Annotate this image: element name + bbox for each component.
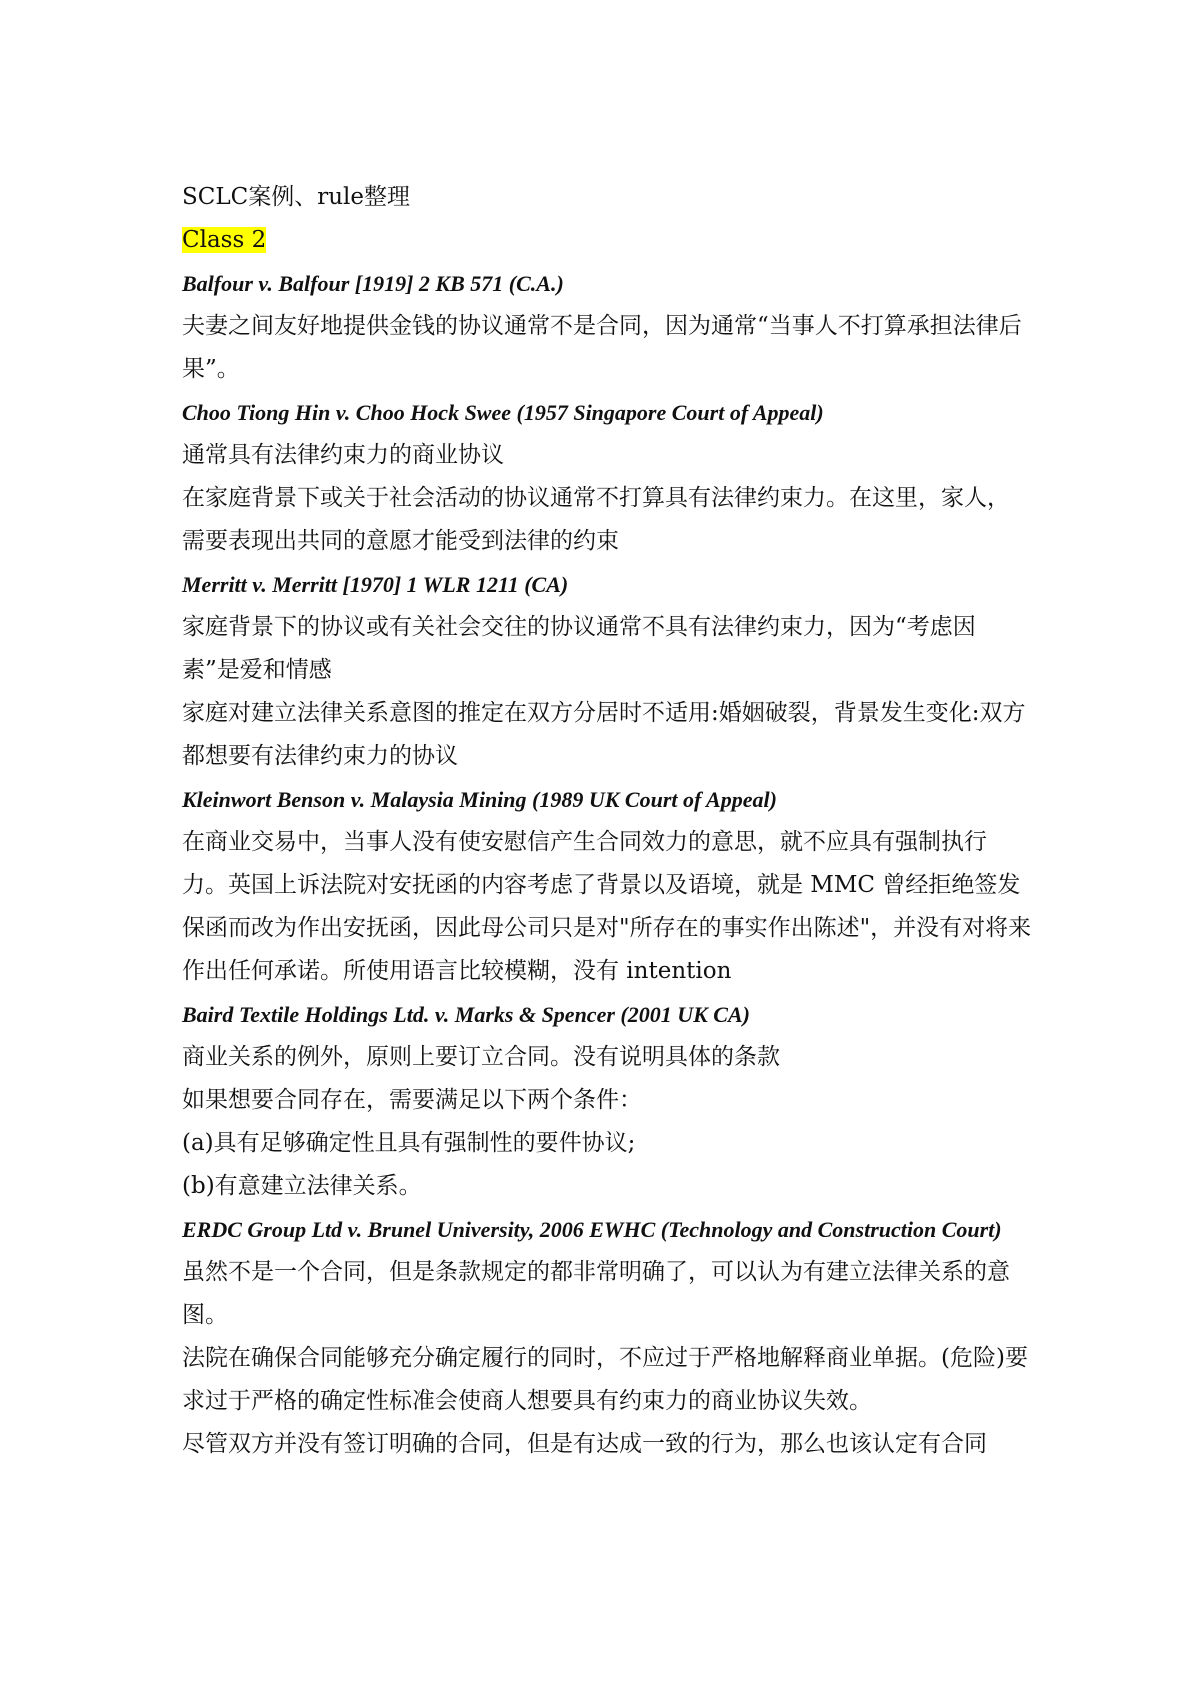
paragraph: 在商业交易中，当事人没有使安慰信产生合同效力的意思，就不应具有强制执行力。英国上诉法院对安抚函的内容考虑了背景以及语境，就是 MMC 曾经拒绝签发保函而改为作出安抚函，因此母公司只是对"所存在的事实作出陈述"，并没有对将来作出任何承诺。所使用语言比较模糊，没有 intention [182, 829, 1032, 984]
paragraph: 商业关系的例外，原则上要订立合同。没有说明具体的条款 [182, 1044, 780, 1070]
paragraph: 家庭背景下的协议或有关社会交往的协议通常不具有法律约束力，因为“考虑因素”是爱和情感 [182, 614, 976, 683]
paragraph: 家庭对建立法律关系意图的推定在双方分居时不适用:婚姻破裂，背景发生变化:双方都想要有法律约束力的协议 [182, 700, 1026, 769]
list-item-a: (a)具有足够确定性且具有强制性的要件协议; [182, 1130, 636, 1156]
class-label-highlight: Class 2 [182, 227, 267, 253]
case-heading-baird: Baird Textile Holdings Ltd. v. Marks & Spencer (2001 UK CA) [182, 1002, 750, 1027]
paragraph: 如果想要合同存在，需要满足以下两个条件： [182, 1087, 642, 1113]
paragraph: 通常具有法律约束力的商业协议 [182, 442, 504, 468]
case-heading-erdc: ERDC Group Ltd v. Brunel University, 2006 EWHC (Technology and Construction Court) [182, 1217, 1002, 1242]
list-item-b: (b)有意建立法律关系。 [182, 1173, 422, 1199]
case-heading-choo: Choo Tiong Hin v. Choo Hock Swee (1957 Singapore Court of Appeal) [182, 400, 824, 425]
paragraph: 法院在确保合同能够充分确定履行的同时，不应过于严格地解释商业单据。(危险)要求过于严格的确定性标准会使商人想要具有约束力的商业协议失效。 [182, 1345, 1028, 1414]
paragraph: 夫妻之间友好地提供金钱的协议通常不是合同，因为通常“当事人不打算承担法律后果”。 [182, 313, 1022, 382]
paragraph: 虽然不是一个合同，但是条款规定的都非常明确了，可以认为有建立法律关系的意图。 [182, 1259, 1010, 1328]
class-heading [182, 219, 1032, 262]
paragraph: 在家庭背景下或关于社会活动的协议通常不打算具有法律约束力。在这里，家人，需要表现出共同的意愿才能受到法律的约束 [182, 485, 1010, 554]
document-body [182, 176, 1032, 1466]
case-heading-balfour: Balfour v. Balfour [1919] 2 KB 571 (C.A.) [182, 271, 564, 296]
case-heading-kleinwort: Kleinwort Benson v. Malaysia Mining (1989 UK Court of Appeal) [182, 787, 777, 812]
document-title: SCLC案例、rule整理 [182, 184, 411, 210]
paragraph: 尽管双方并没有签订明确的合同，但是有达成一致的行为，那么也该认定有合同 [182, 1431, 987, 1457]
case-heading-merritt: Merritt v. Merritt [1970] 1 WLR 1211 (CA) [182, 572, 569, 597]
